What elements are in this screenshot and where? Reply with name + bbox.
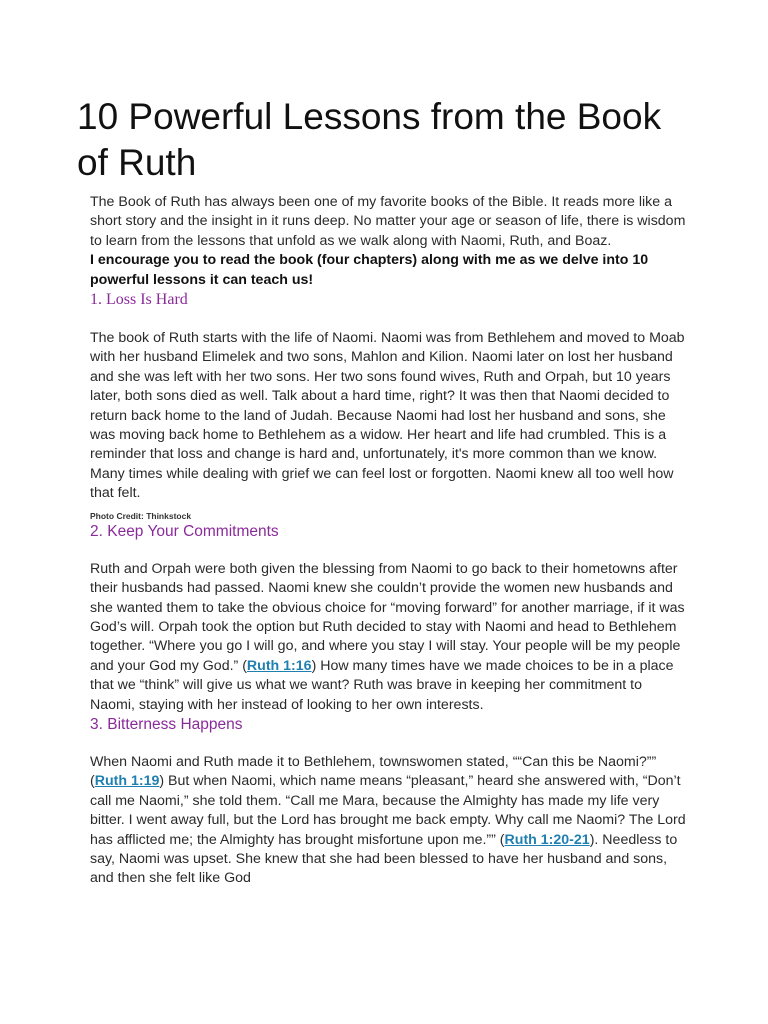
intro-callout: I encourage you to read the book (four chapters) along with me as we delve into 10 powerful lessons it can teach us! [90, 252, 649, 288]
section-3-text-c: ). Needless to say, Naomi was upset. She knew that she had been blessed to have her husband and sons, and then she felt like God [90, 831, 678, 887]
section-2-text-a: Ruth and Orpah were both given the blessing from Naomi to go back to their hometowns after their husbands had passed. Naomi knew she couldn’t provide the women new husbands and she wanted them to take the obvious choice for “moving forward” for another marriage, if it was God’s will. Orpah took the option but Ruth decided to stay with Naomi and head to Bethlehem together. “Where you go I will go, and where you stay I will stay. Your people will be my people and your God my God.” ( [90, 560, 685, 674]
intro-paragraph: The Book of Ruth has always been one of my favorite books of the Bible. It reads more like a short story and the insight in it runs deep. No matter your age or season of life, there is wisdom to learn from the lessons that unfold as we walk along with Naomi, Ruth, and Boaz. [90, 194, 686, 249]
scripture-link-ruth-1-20-21[interactable]: Ruth 1:20-21 [504, 831, 590, 848]
section-body-2 [90, 560, 688, 715]
section-body-1: The book of Ruth starts with the life of Naomi. Naomi was from Bethlehem and moved to Moab with her husband Elimelek and two sons, Mahlon and Kilion. Naomi later on lost her husband and she was left with her two sons. Her two sons found wives, Ruth and Orpah, but 10 years later, both sons died as well. Talk about a hard time, right? It was then that Naomi decided to return back home to the land of Judah. Because Naomi had lost her husband and sons, she was moving back home to Bethlehem as a widow. Her heart and life had crumbled. This is a reminder that loss and change is hard and, unfortunately, it's more common than we know. Many times while dealing with grief we can feel lost or forgotten. Naomi knew all too well how that felt. [90, 330, 685, 502]
scripture-link-ruth-1-19[interactable]: Ruth 1:19 [94, 773, 160, 790]
section-body-3 [90, 753, 688, 889]
scripture-link-ruth-1-16[interactable]: Ruth 1:16 [246, 657, 312, 674]
section-heading-2: 2. Keep Your Commitments [90, 522, 279, 540]
article-title: 10 Powerful Lessons from the Book of Ruth [77, 96, 662, 183]
section-heading-1: 1. Loss Is Hard [90, 291, 188, 309]
section-2-text-b: ) How many times have we made choices to be in a place that we “think” will give us what we want? Ruth was brave in keeping her commitment to Naomi, staying with her instead of looking to her own interests. [90, 657, 674, 713]
section-heading-3: 3. Bitterness Happens [90, 715, 243, 733]
section-3-text-b: ) But when Naomi, which name means “pleasant,” heard she answered with, “Don’t call me Naomi,” she told them. “Call me Mara, because the Almighty has made my life very bitter. I went away full, but the Lord has brought me back empty. Why call me Naomi? The Lord has afflicted me; the Almighty has brought misfortune upon me.”” ( [90, 773, 686, 848]
photo-credit: Photo Credit: Thinkstock [90, 510, 192, 521]
section-3-text-a: When Naomi and Ruth made it to Bethlehem, townswomen stated, ““Can this be Naomi?”” ( [90, 753, 657, 790]
article-content [90, 193, 688, 889]
